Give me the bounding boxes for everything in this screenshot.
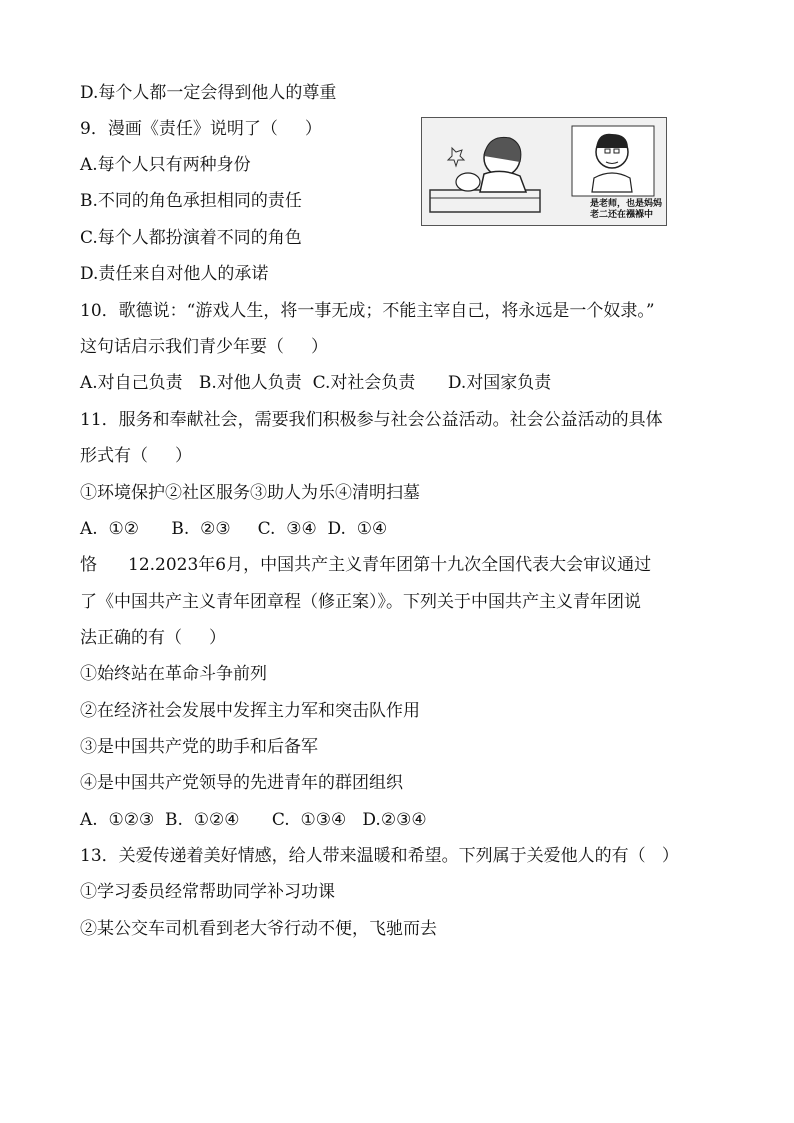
question-9: 9．漫画《责任》说明了（ ） xyxy=(80,119,322,139)
q9-option-a: A.每个人只有两种身份 xyxy=(80,155,251,175)
q12-options: A. ①②③ B. ①②④ C. ①③④ D.②③④ xyxy=(80,810,427,830)
question-10: 10．歌德说：“游戏人生，将一事无成；不能主宰自己，将永远是一个奴隶。” xyxy=(80,301,655,321)
q12-item-4: ④是中国共产党领导的先进青年的群团组织 xyxy=(80,773,403,793)
responsibility-comic-image xyxy=(421,117,667,226)
q12-item-3: ③是中国共产党的助手和后备军 xyxy=(80,737,318,757)
q13-item-1: ①学习委员经常帮助同学补习功课 xyxy=(80,882,335,902)
question-11: 11．服务和奉献社会，需要我们积极参与社会公益活动。社会公益活动的具体 xyxy=(80,410,663,430)
q12-item-1: ①始终站在革命斗争前列 xyxy=(80,664,267,684)
question-12-cont-1: 了《中国共产主义青年团章程（修正案）》。下列关于中国共产主义青年团说 xyxy=(80,592,641,612)
question-11-cont: 形式有（ ） xyxy=(80,446,193,466)
q12-item-2: ②在经济社会发展中发挥主力军和突击队作用 xyxy=(80,701,420,721)
q11-items: ①环境保护②社区服务③助人为乐④清明扫墓 xyxy=(80,483,420,503)
q9-option-c: C.每个人都扮演着不同的角色 xyxy=(80,228,302,248)
q13-item-2: ②某公交车司机看到老大爷行动不便，飞驰而去 xyxy=(80,919,437,939)
q9-option-d: D.责任来自对他人的承诺 xyxy=(80,264,269,284)
comic-caption-line-1: 是老师，也是妈妈 xyxy=(589,199,662,209)
q11-options: A. ①② B. ②③ C. ③④ D. ①④ xyxy=(80,519,388,539)
question-10-cont: 这句话启示我们青少年要（ ） xyxy=(80,337,329,357)
option-d-q8: D.每个人都一定会得到他人的尊重 xyxy=(80,83,337,103)
stray-mark: 恪 xyxy=(80,555,97,575)
comic-caption xyxy=(590,199,662,221)
question-12: 12.2023年6月，中国共产主义青年团第十九次全国代表大会审议通过 xyxy=(128,555,652,575)
q10-options: A.对自己负责 B.对他人负责 C.对社会负责 D.对国家负责 xyxy=(80,373,552,393)
question-12-cont-2: 法正确的有（ ） xyxy=(80,628,227,648)
comic-caption-line-2: 老二还在襁褓中 xyxy=(589,210,653,220)
question-13: 13．关爱传递着美好情感，给人带来温暖和希望。下列属于关爱他人的有（ ） xyxy=(80,846,679,866)
q9-option-b: B.不同的角色承担相同的责任 xyxy=(80,191,302,211)
